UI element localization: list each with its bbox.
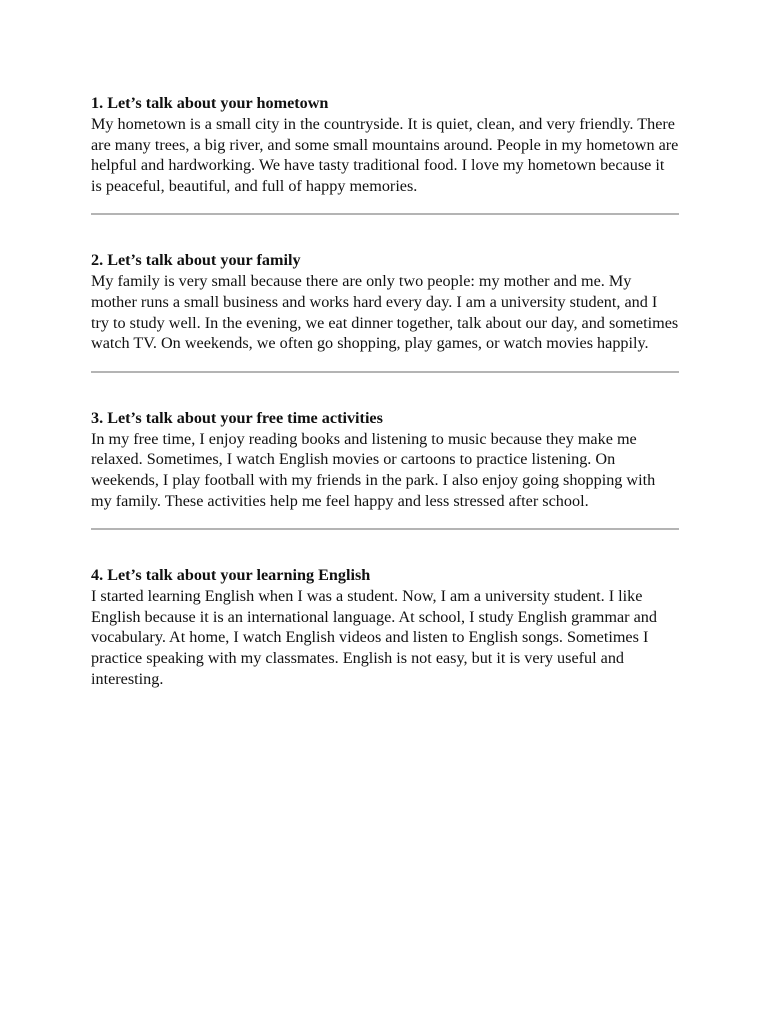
section-body: My hometown is a small city in the countryside. It is quiet, clean, and very friendly. There are many trees, a big river, and some small mountains around. People in my hometown are helpful and hardworking. We have tasty traditional food. I love my hometown because it is peaceful, beautiful, and full of happy memories.	[91, 115, 679, 195]
section-family	[91, 250, 679, 353]
section-title: 4. Let’s talk about your learning English	[91, 566, 371, 585]
section-title: 1. Let’s talk about your hometown	[91, 94, 329, 112]
section-divider	[91, 371, 679, 373]
section-title: 2. Let’s talk about your family	[91, 251, 301, 270]
section-body: I started learning English when I was a student. Now, I am a university student. I like English because it is an international language. At school, I study English grammar and vocabulary. At home, I watch English videos and listen to English songs. Sometimes I practice speaking with my classmates. English is not easy, but it is very useful and interesting.	[91, 587, 657, 688]
section-divider	[91, 528, 679, 530]
section-free-time	[91, 408, 679, 511]
section-title: 3. Let’s talk about your free time activities	[91, 408, 383, 427]
section-divider	[91, 213, 679, 215]
section-body: My family is very small because there are only two people: my mother and me. My mother runs a small business and works hard every day. I am a university student, and I try to study well. In the evening, we eat dinner together, talk about our day, and sometimes watch TV. On weekends, we often go shopping, play games, or watch movies happily.	[91, 272, 679, 353]
section-learning-english	[91, 565, 679, 689]
section-body: In my free time, I enjoy reading books and listening to music because they make me relaxed. Sometimes, I watch English movies or cartoons to practice listening. On weekends, I play football with my friends in the park. I also enjoy going shopping with my family. These activities help me feel happy and less stressed after school.	[91, 429, 656, 510]
document-page	[91, 93, 679, 689]
section-hometown	[91, 93, 679, 196]
